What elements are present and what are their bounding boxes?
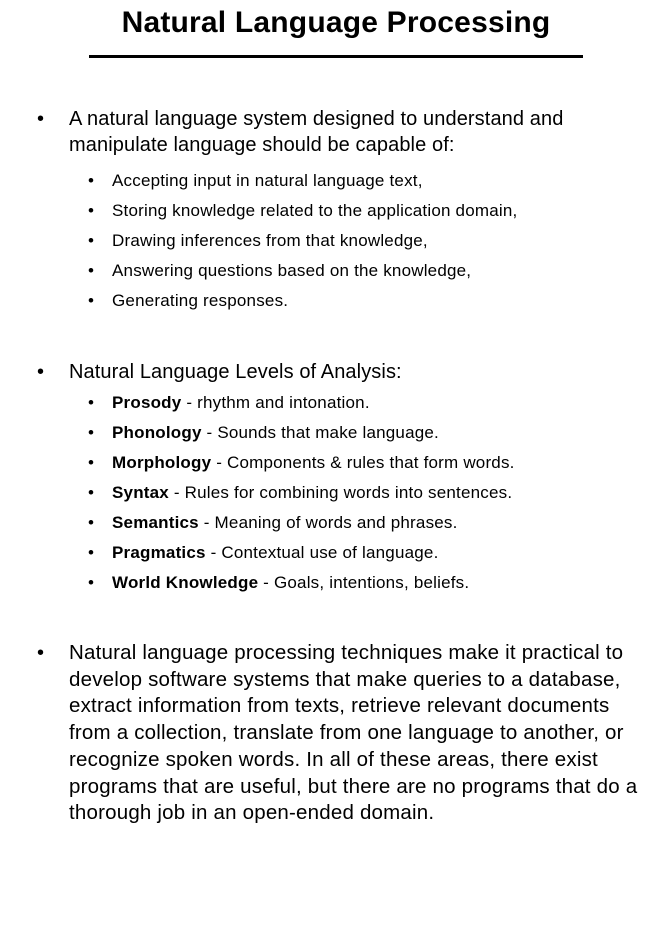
analysis-level-item <box>112 572 469 594</box>
bullet-icon: • <box>88 453 94 472</box>
analysis-desc: - Meaning of words and phrases. <box>198 513 458 532</box>
bullet-icon: • <box>37 108 45 130</box>
title-underline <box>89 55 583 58</box>
bullet-icon: • <box>88 423 94 442</box>
analysis-desc: - Sounds that make language. <box>201 423 439 442</box>
analysis-term: Semantics <box>112 513 199 532</box>
bullet-icon: • <box>88 573 94 592</box>
analysis-desc: - Goals, intentions, beliefs. <box>258 573 470 592</box>
analysis-level-item <box>112 452 515 474</box>
analysis-desc: - Components & rules that form words. <box>211 453 515 472</box>
analysis-term: Morphology <box>112 453 212 472</box>
section1-item: Drawing inferences from that knowledge, <box>112 231 428 250</box>
bullet-icon: • <box>88 513 94 532</box>
analysis-level-item <box>112 512 458 534</box>
page-title: Natural Language Processing <box>121 6 551 39</box>
section2-intro: Natural Language Levels of Analysis: <box>69 361 402 383</box>
analysis-term: Prosody <box>112 393 182 412</box>
analysis-level-item <box>112 482 512 504</box>
bullet-icon: • <box>37 642 45 664</box>
section1-item: Generating responses. <box>112 291 289 310</box>
bullet-icon: • <box>88 171 94 190</box>
analysis-term: World Knowledge <box>112 573 259 592</box>
bullet-icon: • <box>88 543 94 562</box>
analysis-level-item <box>112 422 439 444</box>
analysis-level-item <box>112 542 439 564</box>
section1-item: Accepting input in natural language text, <box>112 171 423 190</box>
section1-item: Answering questions based on the knowledge, <box>112 261 472 280</box>
bullet-icon: • <box>88 261 94 280</box>
bullet-icon: • <box>88 291 94 310</box>
bullet-icon: • <box>88 201 94 220</box>
analysis-term: Pragmatics <box>112 543 206 562</box>
analysis-desc: - rhythm and intonation. <box>181 393 370 412</box>
section3-paragraph: Natural language processing techniques make it practical to develop software systems that make queries to a database, extract information from texts, retrieve relevant documents from a collection, translate from one language to another, or recognize spoken words. In all of these areas, there exist programs that are useful, but there are no programs that do a thorough job in an open-ended domain. <box>69 641 638 825</box>
section1-intro: A natural language system designed to understand and manipulate language should be capable of: <box>69 108 564 156</box>
analysis-term: Syntax <box>112 483 169 502</box>
analysis-term: Phonology <box>112 423 202 442</box>
analysis-level-item <box>112 392 370 414</box>
bullet-icon: • <box>88 231 94 250</box>
analysis-desc: - Rules for combining words into sentences. <box>168 483 513 502</box>
bullet-icon: • <box>88 393 94 412</box>
section1-item: Storing knowledge related to the application domain, <box>112 201 518 220</box>
bullet-icon: • <box>37 361 45 383</box>
bullet-icon: • <box>88 483 94 502</box>
analysis-desc: - Contextual use of language. <box>205 543 439 562</box>
